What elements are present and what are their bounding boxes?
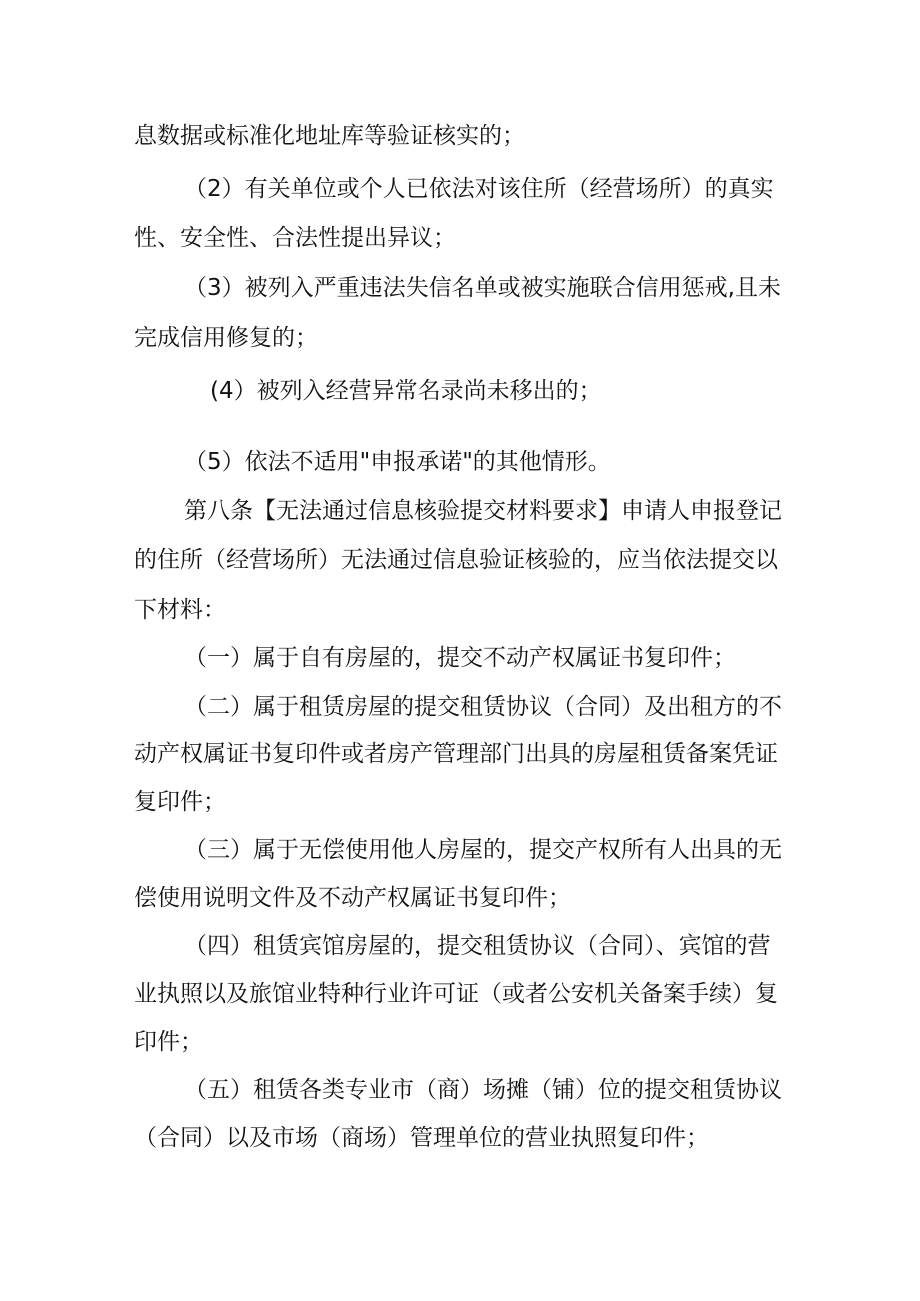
text-line-10: 下材料： (134, 597, 226, 623)
text-line-18: 业执照以及旅馆业特种行业许可证（或者公安机关备案手续）复 (134, 981, 778, 1007)
text-line-16: 偿使用说明文件及不动产权属证书复印件； (134, 885, 571, 911)
text-line-15: （三）属于无偿使用他人房屋的，提交产权所有人出具的无 (184, 837, 782, 863)
text-line-08: 第八条【无法通过信息核验提交材料要求】申请人申报登记 (184, 498, 782, 524)
text-line-19: 印件； (134, 1029, 203, 1055)
text-line-20: （五）租赁各类专业市（商）场摊（铺）位的提交租赁协议 (184, 1077, 782, 1103)
text-line-13: 动产权属证书复印件或者房产管理部门出具的房屋租赁备案凭证 (134, 741, 778, 767)
text-line-07: （5）依法不适用"申报承诺"的其他情形。 (184, 449, 611, 475)
text-line-11: （一）属于自有房屋的，提交不动产权属证书复印件； (184, 645, 736, 671)
text-line-14: 复印件； (134, 789, 226, 815)
text-line-04: （3）被列入严重违法失信名单或被实施联合信用惩戒,且未 (184, 275, 781, 301)
text-line-12: （二）属于租赁房屋的提交租赁协议（合同）及出租方的不 (184, 694, 782, 720)
text-line-01: 息数据或标准化地址库等验证核实的； (134, 123, 525, 149)
text-line-05: 完成信用修复的； (134, 325, 318, 351)
text-line-21: （合同）以及市场（商场）管理单位的营业执照复印件； (134, 1125, 709, 1151)
text-line-06: (4）被列入经营异常名录尚未移出的； (210, 378, 602, 404)
text-line-09: 的住所（经营场所）无法通过信息验证核验的，应当依法提交以 (134, 547, 778, 573)
text-line-02: （2）有关单位或个人已依法对该住所（经营场所）的真实 (184, 176, 774, 202)
text-line-17: （四）租赁宾馆房屋的，提交租赁协议（合同）、宾馆的营 (184, 933, 771, 959)
text-line-03: 性、安全性、合法性提出异议； (134, 225, 456, 251)
